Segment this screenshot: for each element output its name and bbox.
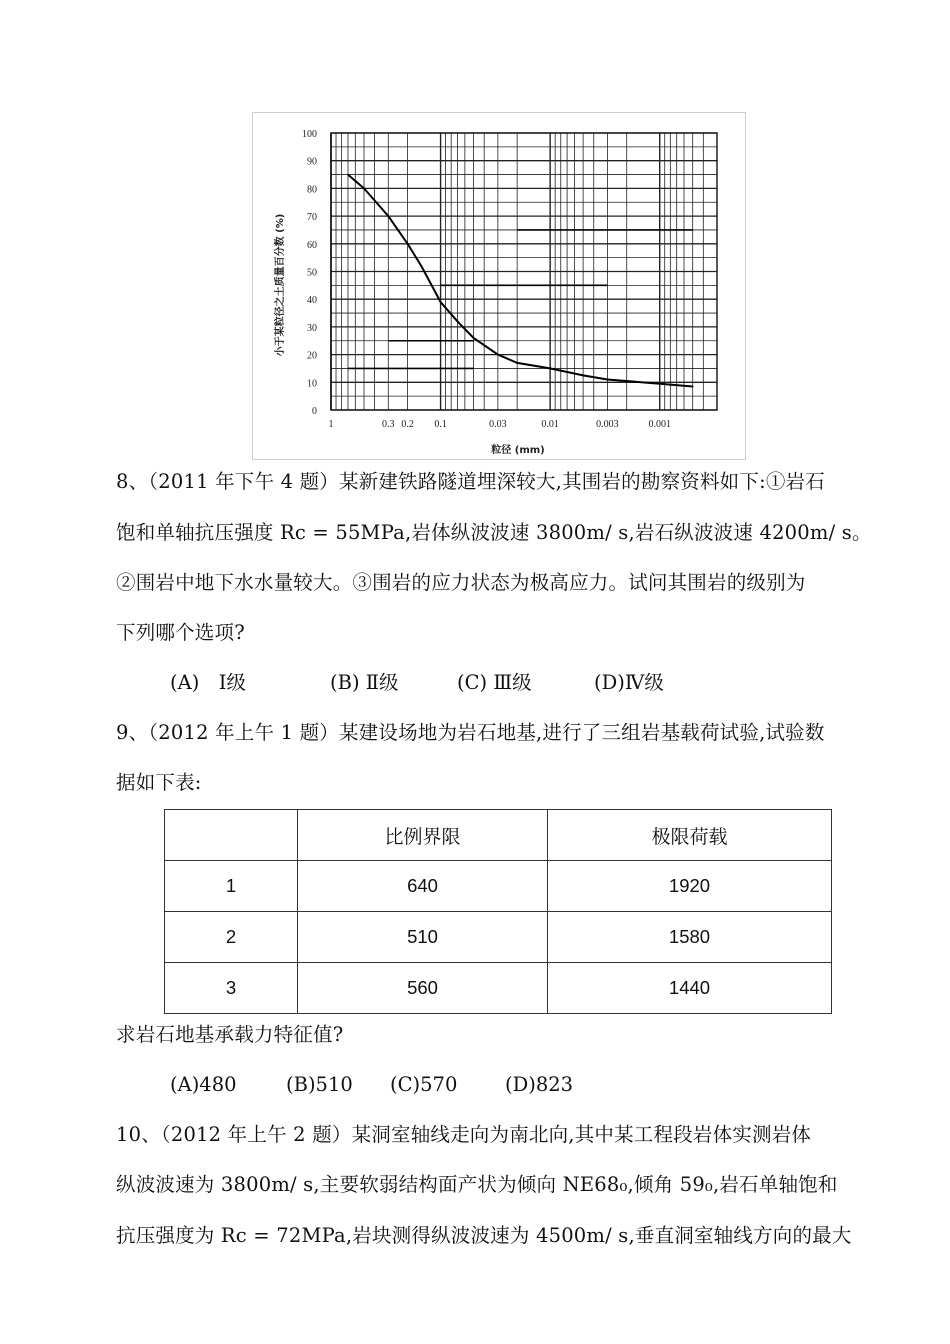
grading-curve-point bbox=[473, 337, 475, 339]
chart-grid bbox=[331, 133, 717, 410]
grading-curve-point bbox=[387, 215, 389, 217]
q8-line-1: 8、（2011 年下午 4 题）某新建铁路隧道埋深较大,其围岩的勘察资料如下:①岩石 bbox=[116, 470, 825, 493]
grading-curve-point bbox=[497, 354, 499, 356]
grading-curve-point bbox=[549, 368, 551, 370]
q8-line-3: ②围岩中地下水水量较大。③围岩的应力状态为极高应力。试问其围岩的级别为 bbox=[116, 571, 806, 594]
q9-option-b: (B)510 bbox=[286, 1073, 353, 1096]
table-header-cell: 比例界限 bbox=[298, 810, 548, 861]
table-row bbox=[165, 861, 832, 912]
y-tick-label: 100 bbox=[302, 129, 317, 140]
table-header-cell: 极限荷载 bbox=[548, 810, 832, 861]
q9-option-a: (A)480 bbox=[170, 1073, 237, 1096]
y-tick-label: 50 bbox=[307, 267, 317, 279]
x-tick-label: 0.2 bbox=[401, 419, 414, 430]
y-tick-label: 70 bbox=[307, 212, 317, 224]
chart-tick-labels bbox=[302, 129, 671, 430]
q10-line-3: 抗压强度为 Rc = 72MPa,岩块测得纵波波速为 4500m/ s,垂直洞室轴线方向的最大 bbox=[116, 1224, 852, 1247]
q8-line-2: 饱和单轴抗压强度 Rc = 55MPa,岩体纵波波速 3800m/ s,岩石纵波波速 4200m/ s。 bbox=[116, 521, 872, 544]
grading-curve-point bbox=[420, 265, 422, 267]
q8-option-d: (D)Ⅳ级 bbox=[594, 671, 664, 694]
x-tick-label: 0.001 bbox=[648, 419, 671, 430]
q8-option-c: (C) Ⅲ级 bbox=[457, 671, 532, 694]
table-cell: 1920 bbox=[548, 861, 832, 912]
x-tick-label: 0.03 bbox=[489, 419, 507, 430]
q9-line-1: 9、（2012 年上午 1 题）某建设场地为岩石地基,进行了三组岩基载荷试验,试验数 bbox=[116, 721, 825, 744]
q10-line-2: 纵波波速为 3800m/ s,主要软弱结构面产状为倾向 NE68₀,倾角 59₀,岩石单轴饱和 bbox=[116, 1173, 838, 1196]
grading-curve-point bbox=[582, 375, 584, 377]
y-tick-label: 60 bbox=[307, 239, 317, 251]
table-row bbox=[165, 912, 832, 963]
table-cell: 510 bbox=[298, 912, 548, 963]
q8-line-4: 下列哪个选项? bbox=[116, 621, 245, 644]
grading-curve-point bbox=[347, 174, 349, 176]
grading-curve-point bbox=[363, 188, 365, 190]
q8-option-b: (B) Ⅱ级 bbox=[330, 671, 399, 694]
grading-curve-point bbox=[692, 386, 694, 388]
q10-line-1: 10、（2012 年上午 2 题）某洞室轴线走向为南北向,其中某工程段岩体实测岩体 bbox=[116, 1123, 812, 1146]
x-tick-label: 0.01 bbox=[541, 419, 559, 430]
y-tick-label: 30 bbox=[307, 322, 317, 334]
table-cell: 1580 bbox=[548, 912, 832, 963]
y-tick-label: 90 bbox=[307, 156, 317, 168]
table-cell: 1 bbox=[165, 861, 298, 912]
table-cell: 3 bbox=[165, 963, 298, 1014]
grading-curve-point bbox=[457, 321, 459, 323]
grading-curve-point bbox=[607, 379, 609, 381]
x-tick-label: 0.3 bbox=[382, 419, 395, 430]
table-cell: 560 bbox=[298, 963, 548, 1014]
x-axis-title: 粒径 (mm) bbox=[491, 445, 545, 456]
y-axis-title: 小于某粒径之土质量百分数 (%) bbox=[275, 213, 286, 357]
chart-canvas bbox=[253, 113, 747, 461]
table-cell: 2 bbox=[165, 912, 298, 963]
y-tick-label: 10 bbox=[307, 378, 317, 390]
q9-question: 求岩石地基承载力特征值? bbox=[116, 1023, 344, 1046]
grading-curve-point bbox=[516, 362, 518, 364]
table-row bbox=[165, 963, 832, 1014]
table-header-cell bbox=[165, 810, 298, 861]
grain-size-chart bbox=[252, 112, 746, 460]
y-tick-label: 40 bbox=[307, 295, 317, 307]
table-cell: 640 bbox=[298, 861, 548, 912]
q9-option-d: (D)823 bbox=[505, 1073, 574, 1096]
y-tick-label: 20 bbox=[307, 350, 317, 362]
q8-option-a: (A) Ⅰ级 bbox=[170, 671, 247, 694]
grading-curve-point bbox=[407, 243, 409, 245]
x-tick-label: 0.003 bbox=[596, 419, 619, 430]
x-tick-label: 0.1 bbox=[434, 419, 447, 430]
table-cell: 1440 bbox=[548, 963, 832, 1014]
grading-curve-point bbox=[659, 383, 661, 385]
load-test-table bbox=[164, 809, 832, 1014]
q9-line-2: 据如下表: bbox=[116, 771, 202, 794]
grading-curve-point bbox=[440, 301, 442, 303]
y-tick-label: 0 bbox=[312, 406, 317, 417]
q9-option-c: (C)570 bbox=[390, 1073, 458, 1096]
y-tick-label: 80 bbox=[307, 184, 317, 196]
table-header-row bbox=[165, 810, 832, 861]
x-tick-label: 1 bbox=[328, 419, 334, 430]
